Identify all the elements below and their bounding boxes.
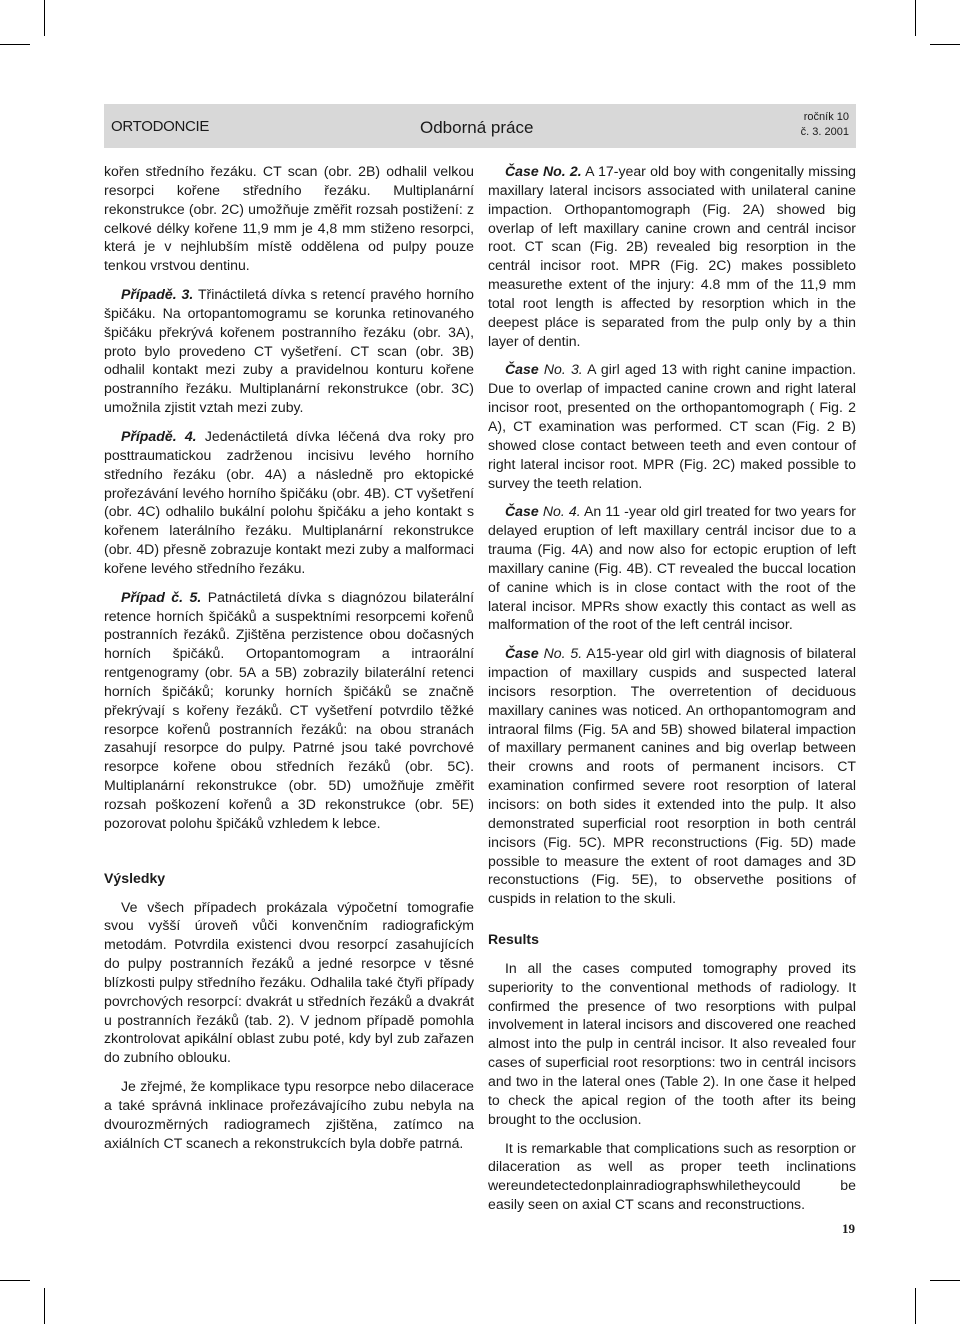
czech-column [104,162,474,1153]
case-3-paragraph [488,360,856,492]
case-text: Patnáctiletá dívka s diagnózou bilaterální retence horních špičáků a suspektními resorpcemi kořenů postranních řezáků. Zjištěna perzistence obou dočasných horních špičáků. Ortopantomogram a intraorální rentgenogramy (obr. 5A a 5B) zobrazily bilaterální retenci horních špičáků; korunky horních špičáků se značně překrývají s kořeny řezáků. CT vyšetření potvrdilo těžké resorpce kořenů postranních řezáků: na obou stranách zasahují resorpce do pulpy. Patrné jsou také povrchové resorpce kořene obou středních řezáků (obr. 5C). Multiplanární rekonstrukce (obr. 5D) umožňuje změřit rozsah poškození kořenů a 3D rekonstrukce (obr. 5E) pozorovat polohu špičáků vzhledem k lebce. [104,588,474,831]
crop-mark [0,44,30,45]
case-4-paragraph [488,502,856,634]
case-2-paragraph [488,162,856,350]
case-label: Čase No. 2. [505,163,582,179]
case-text: A girl aged 13 with right canine impaction. Due to overlap of impacted canine crown and right lateral incisor root, presented on the orthopantomograph ( Fig. 2 A), CT examination was performed. CT scan (Fig. 2 B) showed close contact between teeth and even contour of right lateral incisor root. MPR (Fig. 2C) maked possible to survey the teeth relation. [488,361,856,491]
case-text: A 17-year old boy with congenitally missing maxillary lateral incisors associated with unilateral canine impaction. Orthopantomograph (Fig. 2A) showed big overlap of left maxillary canine crown and centrál incisor root. CT scan (Fig. 2B) revealed big resorption in the centrál incisor root. MPR (Fig. 2C) makes possibleto measurethe extent of the injury: 4.8 mm of the 11,9 mm total root length is affected by resorption which in the deepest pláce is separated from the pulp only by a thin layer of dentin. [488,163,856,349]
journal-name: ORTODONCIE [111,118,210,135]
case-label: Případě. 4. [121,427,197,444]
case-text: A15-year old girl with diagnosis of bilateral impaction of maxillary cuspids and suspected lateral incisors resorption. The overretention of deciduous maxillary canines was noticed. An orthopantomogram and intraoral films (Fig. 5A and 5B) showed bilateral impaction of maxillary permanent canines and big overlap between their crowns and roots of permanent incisors. CT examination confirmed severe root resorption of lateral incisors: on both sides it extended into the pulp. It also demonstrated superficial root resorption in both centrál incisors (Fig. 5C). MPR reconstructions (Fig. 5D) made possible to measure the extent of root damages and 3D reconstuctions (Fig. 5E), to observethe positions of cuspids in relation to the skuli. [488,645,856,907]
results-paragraph: Ve všech případech prokázala výpočetní tomografie svou vyšší úroveň vůči konvenčním radiografickým metodám. Potvrdila existenci dvou resorpcí zasahujících do pulpy postranních řezáků a jedné resorpce v těsné blízkosti pulpy středního řezáku. Odhalila také čtyři případy povrchových resorpcí: dvakrát u středních řezáků a dvakrát u postranních řezáků (tab. 2). V jednom případě pomohla zkontrolovat apikální oblast zubu poté, kdy byl zub zařazen do zubního oblouku. [104,898,474,1066]
results-heading: Výsledky [104,869,166,886]
case-label: Čase [505,361,539,378]
crop-mark [44,1288,45,1324]
case-label: Případě. 3. [121,286,194,303]
case-3-paragraph [104,285,474,417]
case-label: Případ č. 5. [121,588,202,605]
issue-info [801,110,849,140]
crop-mark [915,0,916,36]
results-paragraph: Je zřejmé, že komplikace typu resorpce nebo dilacerace a také správná inklinace prořezávajícího zubu nebyla na dvourozměrných radiogramech zjištěna, zatímco na axiálních CT scanech a rekonstrukcích byla dobře patrná. [104,1078,474,1151]
case-label: Čase [505,503,539,520]
paragraph: kořen středního řezáku. CT scan (obr. 2B) odhalil velkou resorpci kořene středního řezáku. Multiplanární rekonstrukce (obr. 2C) umožňuje změřit rozsah postižení: z celkové délky kořene 11,9 mm je 4,8 mm stiženo resorpci, která je v nejhlubším místě oddělena od pulpy pouze tenkou vrstvou dentinu. [104,163,474,274]
english-column [488,162,856,1214]
case-number: No. 4. [538,503,581,520]
case-text: Jedenáctiletá dívka léčená dva roky pro posttraumatickou zadrženou incisivu levého horního středního řezáku (obr. 4A) a následně pro ektopické prořezávání levého horního špičáku (obr. 4B). CT vyšetření (obr. 4C) odhalilo bukální polohu špičáku a jeho kontakt s kořenem laterálního řezáku. Multiplanární rekonstrukce (obr. 4D) přesně zobrazuje kontakt mezi zuby a malformaci kořene levého středního řezáku. [104,427,474,576]
case-text: Třináctiletá dívka s retencí pravého horního špičáku. Na ortopantomogramu se korunka retinovaného špičáku překrývá kořenem postranního řezáku (obr. 3A), proto bylo provedeno CT vyšetření. CT scan (obr. 3B) odhalil kontakt mezi zuby a pravidelnou konturu kořene postranního řezáku. Multiplanární rekonstrukce (obr. 3C) umožnila zjistit vztah mezi zuby. [104,286,474,416]
case-5-paragraph [104,588,474,833]
case-5-paragraph [488,644,856,908]
volume: ročník 10 [803,111,849,123]
issue: č. 3. 2001 [800,126,849,138]
case-number: No. 5. [538,645,583,662]
results-paragraph: In all the cases computed tomography proved its superiority to the conventional methods of radiology. It confirmed the presence of two resorptions with pulpal involvement in lateral incisors and discovered one reached almost into the pulp in centrál incisor. It also revealed four cases of superficial root resorptions: two in centrál incisors and two in the lateral ones (Table 2). In one čase it helped to check the apical region of the tooth after its being brought to the occlusion. [488,959,856,1127]
section-name: Odborná práce [420,118,534,137]
crop-mark [915,1288,916,1324]
crop-mark [930,44,960,45]
crop-mark [0,1280,30,1281]
case-4-paragraph [104,427,474,578]
running-header [104,104,856,148]
case-number: No. 3. [538,361,583,378]
results-paragraph: It is remarkable that complications such as resorption or dilaceration as well as proper teeth inclinations wereundetectedonplainradiographswhiletheycould be easily seen on axial CT scans and reconstructions. [488,1139,856,1213]
case-text: An 11 -year old girl treated for two years for delayed eruption of left maxillary centrál incisor due to a trauma (Fig. 4A) and now also for ectopic eruption of left maxillary canine (Fig. 4B). CT revealed the buccal location of canine which is in close contact with the root of the lateral incisor. MPRs show exactly this contact as well as malformation of the root of the left centrál incisor. [488,503,856,633]
results-heading: Results [488,931,539,948]
crop-mark [44,0,45,36]
case-label: Čase [505,645,539,662]
page-number: 19 [842,1221,855,1236]
crop-mark [930,1280,960,1281]
